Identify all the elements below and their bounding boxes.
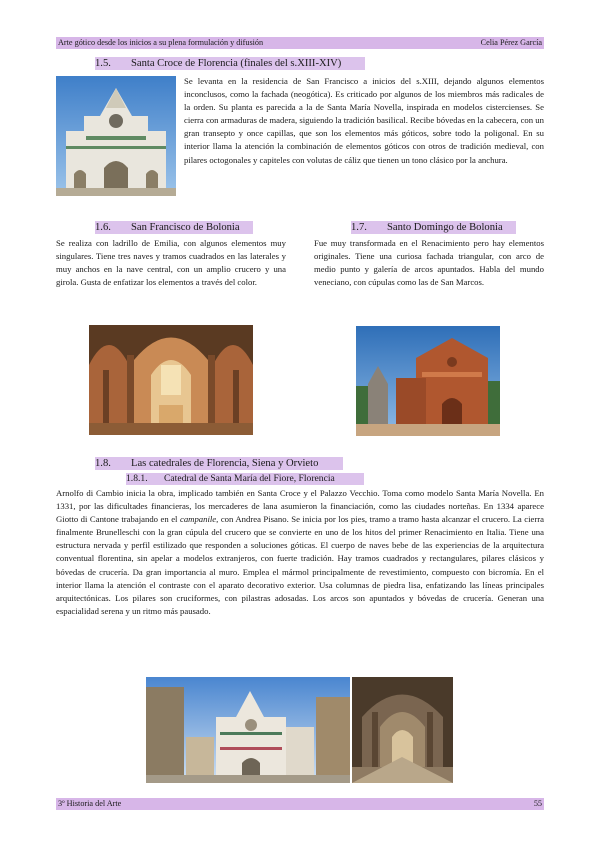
page-number: 55 — [533, 799, 542, 808]
santa-maria-del-fiore-paragraph — [56, 487, 544, 618]
section-title: Santo Domingo de Bolonia — [387, 222, 503, 233]
section-heading-san-francisco — [95, 221, 253, 234]
section-heading-santo-domingo — [351, 221, 516, 234]
san-francisco-interior-photo — [89, 325, 253, 435]
subsection-number: 1.8.1. — [126, 473, 148, 484]
san-francisco-paragraph: Se realiza con ladrillo de Emilia, con algunos elementos muy singulares. Tiene tres naves y tramos cuadrados en las laterales y muy anchos en la nave central, con un amplio crucero y una girola. Gusta de enfatizar los elementos a través del color. — [56, 238, 286, 288]
campanile-term: campanile — [179, 514, 217, 525]
section-number: 1.6. — [95, 222, 111, 233]
section-heading-catedrales — [95, 457, 343, 470]
santo-domingo-exterior-photo — [356, 326, 500, 436]
section-title: San Francisco de Bolonia — [131, 222, 240, 233]
page-header — [56, 37, 544, 49]
santo-domingo-paragraph: Fue muy transformada en el Renacimiento pero hay elementos originales. Tiene una curiosa fachada triangular, con arco de medio punto y galería de arcos apuntados. Habla del mundo veneciano, con cúpulas como las de San Marcos. — [314, 238, 544, 288]
santa-croce-facade-photo — [56, 76, 176, 196]
section-number: 1.8. — [95, 458, 111, 469]
section-title: Las catedrales de Florencia, Siena y Orvieto — [131, 458, 319, 469]
subsection-title: Catedral de Santa María del Fiore, Florencia — [164, 473, 335, 484]
florence-cathedral-exterior-photo — [146, 677, 350, 783]
subsection-heading-santa-maria-del-fiore — [126, 473, 364, 485]
paragraph-part-2: , con Andrea Pisano. Se inicia por los pies, tramo a tramo hasta alcanzar el crucero. La cierra finalmente Brunelleschi con la gran cúpula del crucero que se convierte en uno de los hitos del primer Renacimiento en Italia. Tiene una estructura nervada y perfil estilizado que responden a soluciones góticas. El cuerpo de naves bebe de las experiencias de la arquitectura conventual florentina, sin apelar a modelos extranjeros, con fuerte tradición. Hay tramos cuadrados y rectangulares, pilares clásicos y bóvedas de crucería. Da gran importancia al muro. Emplea el mármol principalmente de revestimiento, compuesto con bicromía. En el interior llama la atención el contraste con el aparato decorativo exterior. Usa columnas de piedra lisa, enfatizando las líneas principales arquitectónicas. Los pilares son cruciformes, con pilastras adosadas. Los arcos son apuntados y bóvedas de crucería. Generan una espacialidad serena y un ritmo más pausado. — [56, 514, 545, 616]
page-footer — [56, 798, 544, 810]
florence-cathedral-interior-photo — [352, 677, 453, 783]
section-title: Santa Croce de Florencia (finales del s.XIII-XIV) — [131, 58, 342, 69]
section-heading-santa-croce — [95, 57, 365, 70]
header-title: Arte gótico desde los inicios a su plena formulación y difusión — [58, 38, 264, 47]
header-author: Celia Pérez García — [480, 38, 542, 47]
santa-croce-paragraph: Se levanta en la residencia de San Francisco a inicios del s.XIII, dejando algunos elementos inconclusos, como la fachada (neogótica). Es criticado por algunos de los miembros más radicales de la orden. Su planta es parecida a la de Santa María Novella, inspirada en modelos cistercienses. Se cierra con armaduras de madera, siguiendo la tradición basilical. Recibe bóvedas en la cabecera, con un gran transepto y once capillas, que son los elementos más góticos, sobre todo la poligonal. En su interior llama la atención la combinación de elementos góticos con otros de tradición medieval, con pilares octogonales y capiteles con volutas de cáliz que tienen un tono clásico por la anchura. — [184, 76, 544, 165]
section-number: 1.7. — [351, 222, 367, 233]
paragraph-part-1: Arnolfo di Cambio inicia la obra, implicado también en Santa Croce y el Palazzo Vecchio. Toma como modelo Santa María Novella. En 1331, por las dificultades financieras, los mercaderes de lana asumieron la financiación, como las ciudades norteñas. En 1334 aparece Giotto di Cantone trabajando en el — [56, 488, 544, 525]
footer-course: 3º Historia del Arte — [58, 799, 122, 808]
section-number: 1.5. — [95, 58, 111, 69]
